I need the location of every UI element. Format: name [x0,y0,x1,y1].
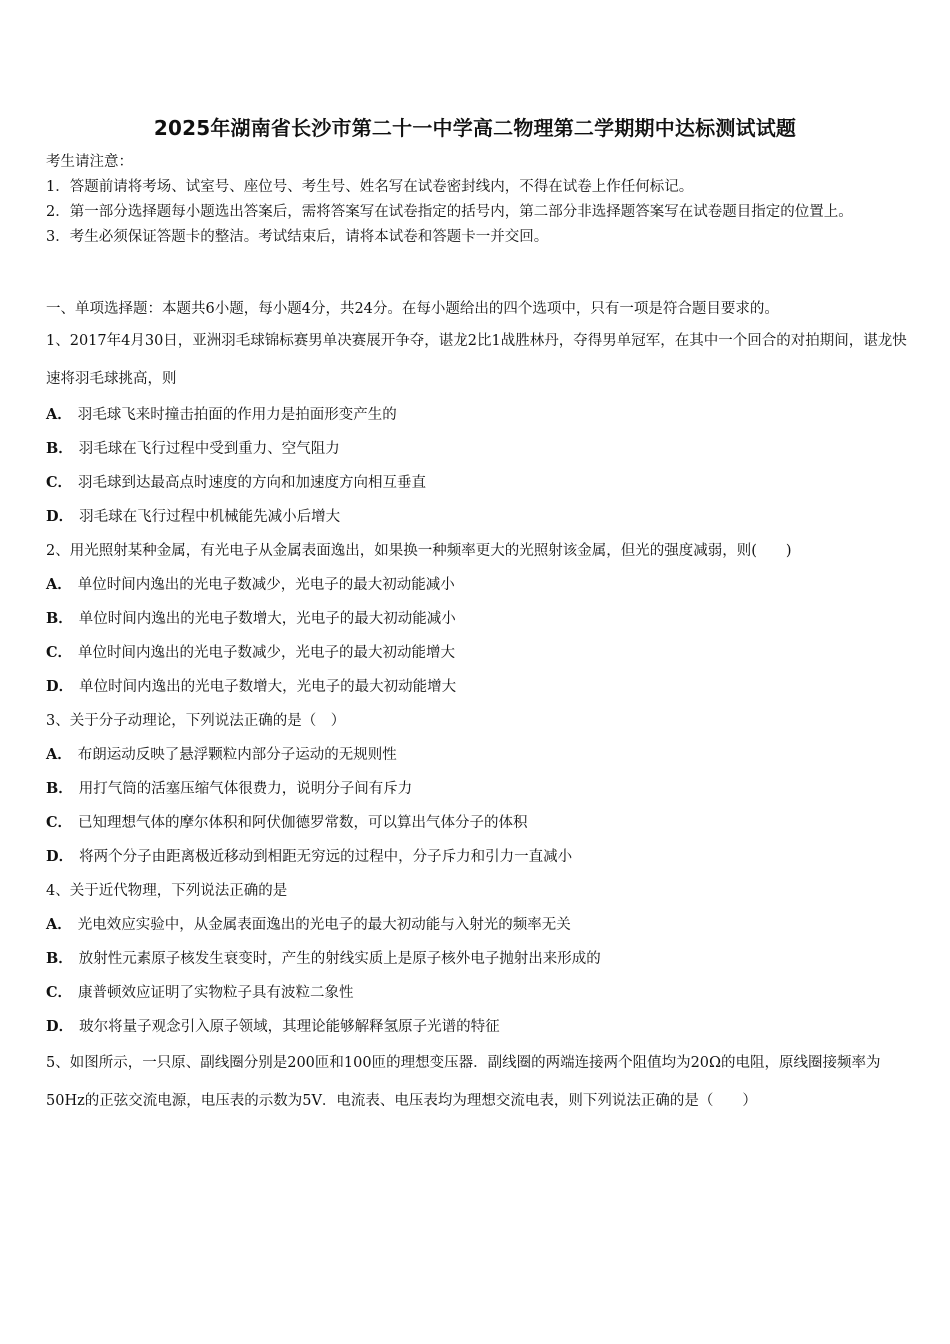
option-label: D． [46,848,74,865]
option-text: 已知理想气体的摩尔体积和阿伏伽德罗常数，可以算出气体分子的体积 [78,815,528,831]
option-text: 布朗运动反映了悬浮颗粒内部分子运动的无规则性 [77,747,397,763]
notice-item: 1．答题前请将考场、试室号、座位号、考生号、姓名写在试卷密封线内，不得在试卷上作任何标记。 [46,179,694,195]
option-text: 玻尔将量子观念引入原子领域，其理论能够解释氢原子光谱的特征 [79,1019,500,1035]
answer-option [46,840,908,874]
option-text: 羽毛球在飞行过程中机械能先减小后增大 [79,509,341,525]
option-text: 单位时间内逸出的光电子数增大，光电子的最大初动能增大 [79,679,457,695]
notice-heading: 考生请注意： [46,154,133,170]
option-text: 康普顿效应证明了实物粒子具有波粒二象性 [78,985,354,1001]
option-label: D． [46,1018,74,1035]
option-text: 单位时间内逸出的光电子数增大，光电子的最大初动能减小 [78,611,456,627]
answer-option [46,908,908,942]
question-stem: 4、关于近代物理，下列说法正确的是 [46,883,288,899]
answer-option [46,398,908,432]
option-text: 光电效应实验中，从金属表面逸出的光电子的最大初动能与入射光的频率无关 [77,917,571,933]
option-label: A． [46,746,72,763]
answer-option [46,942,908,976]
answer-option [46,432,908,466]
question-stem: 2、用光照射某种金属，有光电子从金属表面逸出，如果换一种频率更大的光照射该金属，但光的强度减弱，则( ) [46,543,792,559]
option-label: A． [46,406,72,423]
option-label: D． [46,678,74,695]
notice-item: 3．考生必须保证答题卡的整洁。考试结束后，请将本试卷和答题卡一并交回。 [46,229,549,245]
answer-option [46,602,908,636]
answer-option [46,636,908,670]
answer-option [46,772,908,806]
option-label: B． [46,780,73,797]
answer-option [46,466,908,500]
answer-option [46,1010,908,1044]
option-label: A． [46,916,72,933]
notice-block [46,150,906,250]
option-text: 羽毛球到达最高点时速度的方向和加速度方向相互垂直 [78,475,427,491]
option-label: B． [46,950,73,967]
answer-option [46,500,908,534]
section-heading: 一、单项选择题：本题共6小题，每小题4分，共24分。在每小题给出的四个选项中，只有一项是符合题目要求的。 [46,301,779,317]
answer-option [46,670,908,704]
option-text: 放射性元素原子核发生衰变时，产生的射线实质上是原子核外电子抛射出来形成的 [78,951,601,967]
option-label: A． [46,576,72,593]
question-body [46,297,908,1120]
option-label: C． [46,644,73,661]
option-text: 羽毛球在飞行过程中受到重力、空气阻力 [78,441,340,457]
option-text: 用打气筒的活塞压缩气体很费力，说明分子间有斥力 [78,781,413,797]
page-title: 2025年湖南省长沙市第二十一中学高二物理第二学期期中达标测试试题 [153,116,797,140]
answer-option [46,976,908,1010]
answer-option [46,568,908,602]
option-text: 将两个分子由距离极近移动到相距无穷远的过程中，分子斥力和引力一直减小 [79,849,573,865]
option-label: C． [46,814,73,831]
answer-option [46,738,908,772]
option-label: B． [46,440,73,457]
question-stem: 3、关于分子动理论，下列说法正确的是（ ） [46,713,346,729]
option-text: 单位时间内逸出的光电子数减少，光电子的最大初动能减小 [77,577,455,593]
option-label: C． [46,984,73,1001]
option-label: B． [46,610,73,627]
notice-item: 2．第一部分选择题每小题选出答案后，需将答案写在试卷指定的括号内，第二部分非选择题答案写在试卷题目指定的位置上。 [46,204,853,220]
answer-option [46,806,908,840]
option-label: C． [46,474,73,491]
option-label: D． [46,508,74,525]
question-stem: 5、如图所示，一只原、副线圈分别是200匝和100匝的理想变压器．副线圈的两端连接两个阻值均为20Ω的电阻，原线圈接频率为50Hz的正弦交流电源，电压表的示数为5V．电流表、电压表均为理想交流电表，则下列说法正确的是（ ） [46,1055,881,1109]
question-stem: 1、2017年4月30日，亚洲羽毛球锦标赛男单决赛展开争夺，谌龙2比1战胜林丹，夺得男单冠军，在其中一个回合的对拍期间，谌龙快速将羽毛球挑高，则 [46,333,907,387]
option-text: 单位时间内逸出的光电子数减少，光电子的最大初动能增大 [78,645,456,661]
option-text: 羽毛球飞来时撞击拍面的作用力是拍面形变产生的 [77,407,397,423]
